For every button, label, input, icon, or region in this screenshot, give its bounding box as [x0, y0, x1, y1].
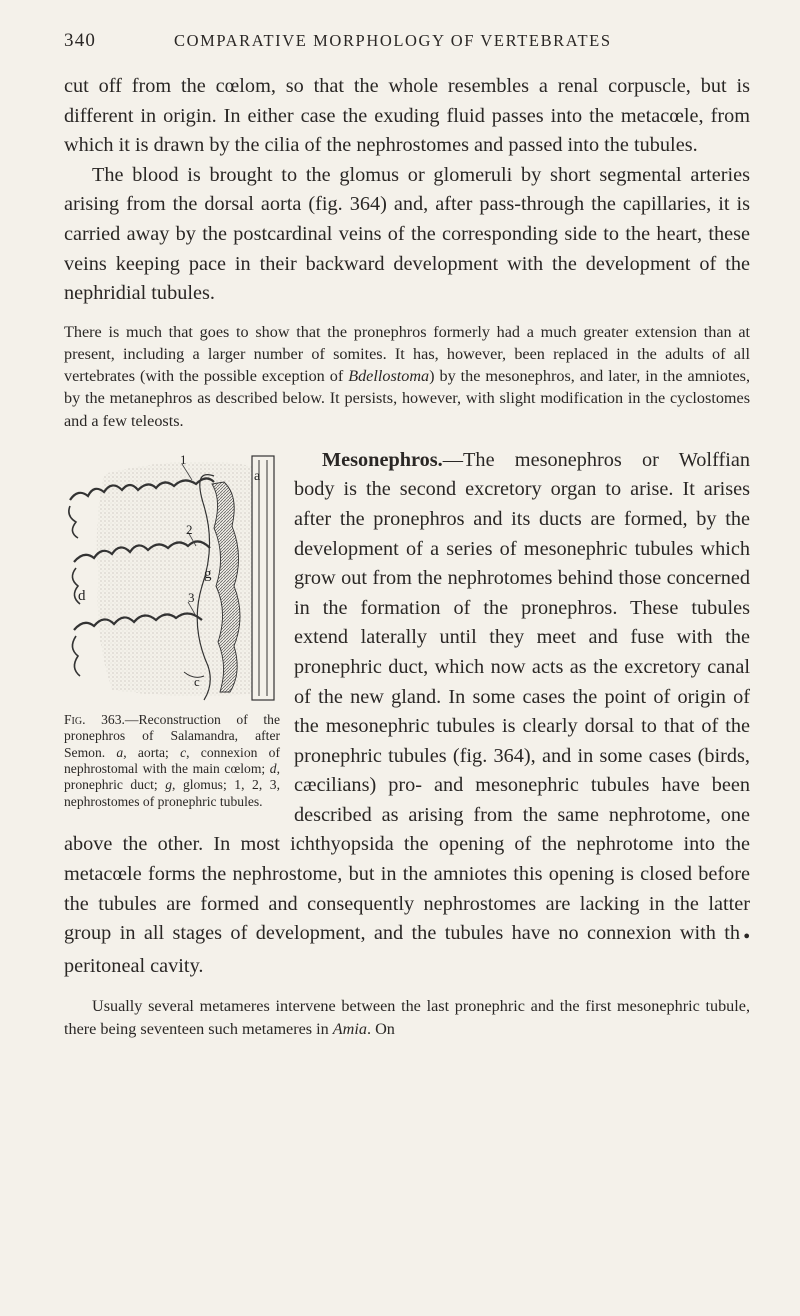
running-header	[64, 30, 750, 60]
figure-label: Fig. 363.	[64, 711, 125, 727]
figure-caption: Fig. 363.—Reconstruction of the pronephros of Salamandra, after Semon. a, aorta; c, connexion of nephrostomal with the main cœlom; d, pronephric duct; g, glomus; 1, 2, 3, nephrostomes of pronephric tubules.	[64, 711, 280, 809]
mesonephros-paragraph: Mesonephros.—The mesonephros or Wolffian body is the second excretory organ to arise. It arises after the pronephros and its ducts are formed, by the development of a series of mesonephric tubules which grow out from the nephrotomes behind those concerned in the formation of the pronephros. These tubules extend laterally until they meet and fuse with the pronephric duct, which now acts as the excretory canal of the new gland. In some cases the point of origin of the mesonephric tubules is clearly dorsal to that of the pronephric tubules (fig. 364), and in some cases (birds, cæcilians) pro- and mesonephric tubules have been described as arising from the same nephrotome, one above the other. In most ichthyopsida the opening of the nephrotome into the metacœle forms the nephrostome, but in the amniotes this opening is closed before the tubules are formed and consequently nephrostomes are lacking in the latter group in all stages of development, and the tubules have no connexion with th● peritoneal cavity.	[64, 448, 750, 977]
paragraph-2: The blood is brought to the glomus or glomeruli by short segmental arteries arising from the dorsal aorta (fig. 364) and, after pass-through the capillaries, it is carried away by the postcardinal veins of the corresponding side to the heart, these veins keeping pace in their backward development with the development of the nephridial tubules.	[64, 163, 750, 305]
label-a: a	[254, 468, 261, 484]
small-paragraph-1	[64, 321, 750, 432]
page-number: 340	[64, 30, 97, 51]
genus-bdellostoma: Bdellostoma	[348, 367, 430, 386]
print-smudge: ●	[740, 930, 750, 943]
section-heading-mesonephros: Mesonephros.	[322, 448, 443, 471]
label-1: 1	[180, 451, 187, 467]
aorta-tube	[252, 456, 274, 700]
running-title: COMPARATIVE MORPHOLOGY OF VERTEBRATES	[174, 31, 612, 50]
label-d: d	[78, 587, 86, 604]
paragraph-1: cut off from the cœlom, so that the whole resembles a renal corpuscle, but is different in origin. In either case the exuding fluid passes into the metacœle, from which it is drawn by the cilia of the nephrostomes and passed into the tubules.	[64, 75, 750, 157]
pronephros-illustration	[64, 436, 280, 706]
small-paragraph-2: Usually several metameres intervene between the last pronephric and the first mesonephric tubule, there being seventeen such metameres in Amia. On	[64, 997, 750, 1038]
label-g: g	[204, 565, 212, 582]
label-2: 2	[186, 521, 193, 537]
label-3: 3	[188, 589, 195, 605]
figure-363	[64, 436, 280, 810]
label-c: c	[194, 673, 200, 689]
small-paragraph-1-text-b: ) by the mesonephros, and later, in the amniotes, by the metanephros as described below. It persists, however, with slight modification in the cyclostomes and a few teleosts.	[64, 367, 751, 430]
genus-amia: Amia	[332, 1019, 367, 1038]
small-paragraph-1-text-a: There is much that goes to show that the pronephros formerly had a much greater extension than at present, including a larger number of somites. It has, however, been replaced in the adults of all vertebrates (with the possible exception of	[64, 322, 750, 386]
